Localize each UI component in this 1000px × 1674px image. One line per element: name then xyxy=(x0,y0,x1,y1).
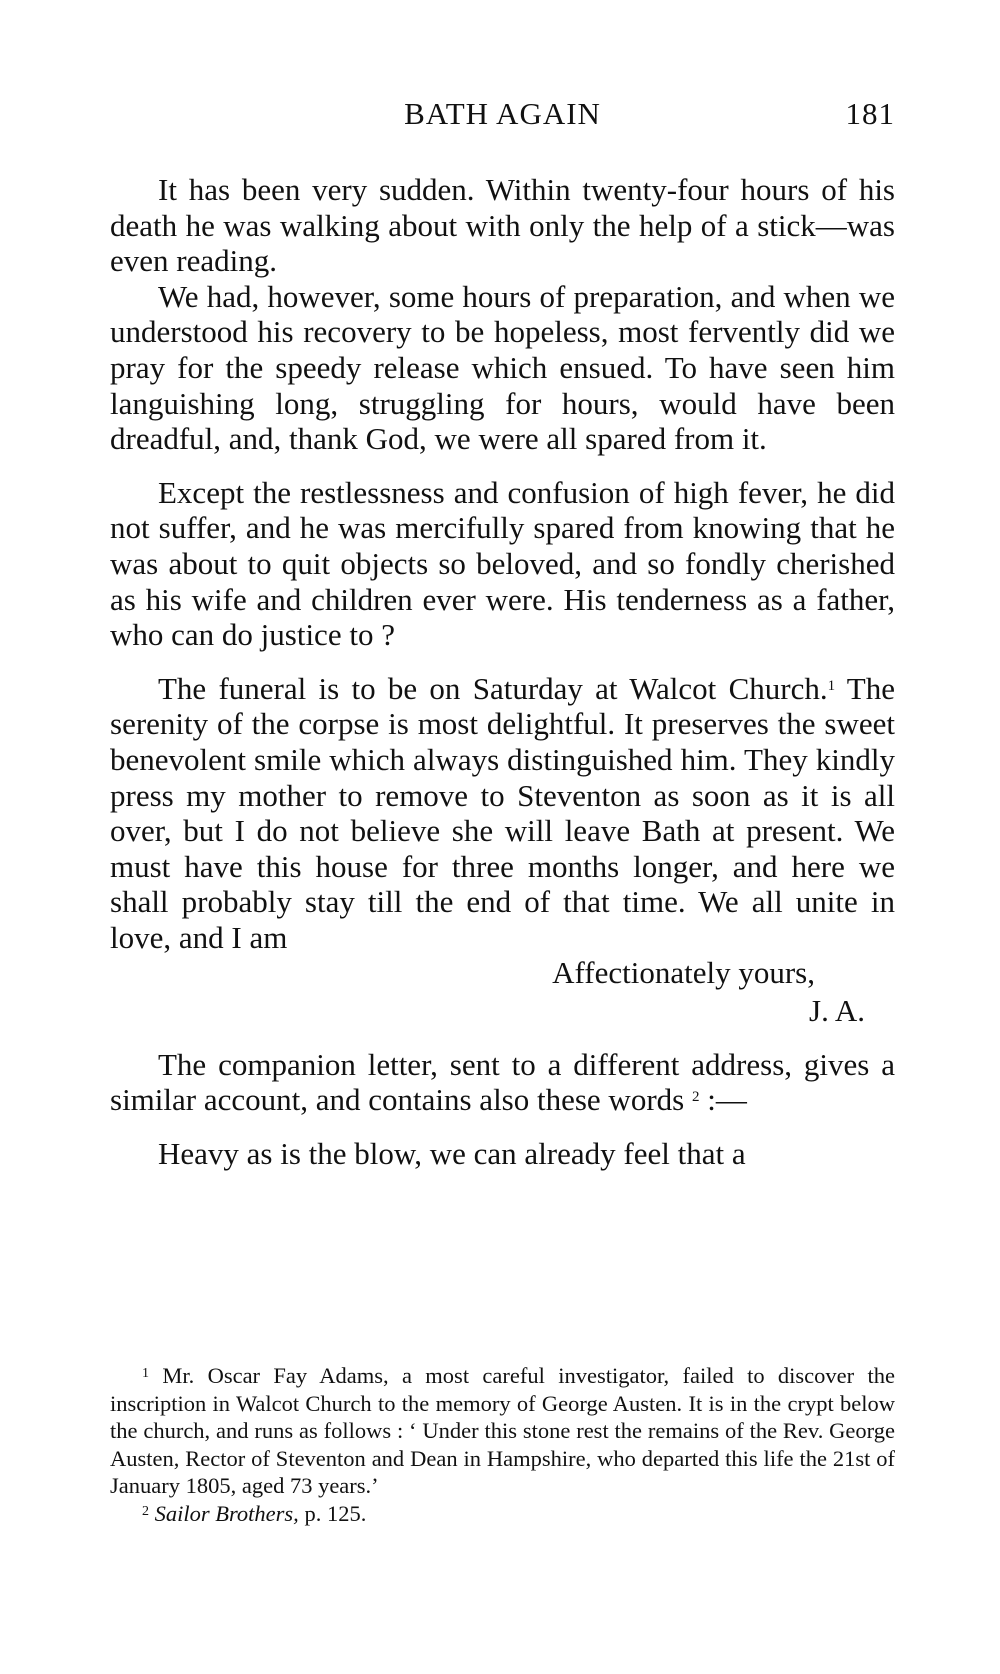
paragraph-5 xyxy=(110,1047,895,1118)
paragraph-6: Heavy as is the blow, we can already feel that a xyxy=(158,1135,746,1171)
footnote-1-mark: 1 xyxy=(142,1366,149,1381)
paragraph-4 xyxy=(110,671,895,956)
running-title: BATH AGAIN xyxy=(404,96,601,131)
footnote-2-title: Sailor Brothers, xyxy=(154,1500,299,1526)
letter-closing: Affectionately yours, xyxy=(552,955,815,991)
paragraph-1: It has been very sudden. Within twenty-four hours of his death he was walking about with only the help of a stick—was even reading. xyxy=(110,172,895,279)
footnote-2-mark: 2 xyxy=(142,1503,149,1519)
footnote-1-text: Mr. Oscar Fay Adams, a most careful investigator, failed to discover the inscription in Walcot Church to the memory of George Austen. It is in the crypt below the church, and runs as follows : ‘ Under this stone rest the remains of the Rev. George Austen, Rector of Steventon and Dean in Hampshire, who departed this life the 21st of January 1805, aged 73 years.’ xyxy=(110,1363,895,1498)
paragraph-3: Except the restlessness and confusion of high fever, he did not suffer, and he was mercifully spared from knowing that he was about to quit objects so beloved, and so fondly cherished as his wife and children ever were. His tenderness as a father, who can do justice to ? xyxy=(110,474,895,653)
paragraph-5-start: The companion letter, sent to a different address, gives a similar account, and contains also these words xyxy=(110,1046,895,1118)
footnote-2-text: p. 125. xyxy=(298,1500,367,1526)
footnote-2 xyxy=(110,1500,895,1528)
page-number: 181 xyxy=(845,96,895,131)
paragraph-4-start: The funeral is to be on Saturday at Walcot Church. xyxy=(158,670,828,706)
footnote-ref-2[interactable]: 2 xyxy=(691,1089,700,1106)
footnote-1 xyxy=(110,1362,895,1500)
letter-signature: J. A. xyxy=(809,993,865,1029)
footnotes xyxy=(110,1362,895,1527)
running-header xyxy=(110,96,895,140)
paragraph-4-rest: The serenity of the corpse is most delightful. It preserves the sweet benevolent smile which always distinguished him. They kindly press my mother to remove to Steventon as soon as it is all over, but I do not believe she will leave Bath at present. We must have this house for three months longer, and here we shall probably stay till the end of that time. We all unite in love, and I am xyxy=(110,670,895,955)
footnote-ref-1[interactable]: 1 xyxy=(827,677,836,694)
paragraph-5-rest: :— xyxy=(699,1082,747,1118)
paragraph-2: We had, however, some hours of preparation, and when we understood his recovery to be hopeless, most fervently did we pray for the speedy release which ensued. To have seen him languishing long, struggling for hours, would have been dreadful, and, thank God, we were all spared from it. xyxy=(110,278,895,457)
body-text xyxy=(110,172,895,1171)
